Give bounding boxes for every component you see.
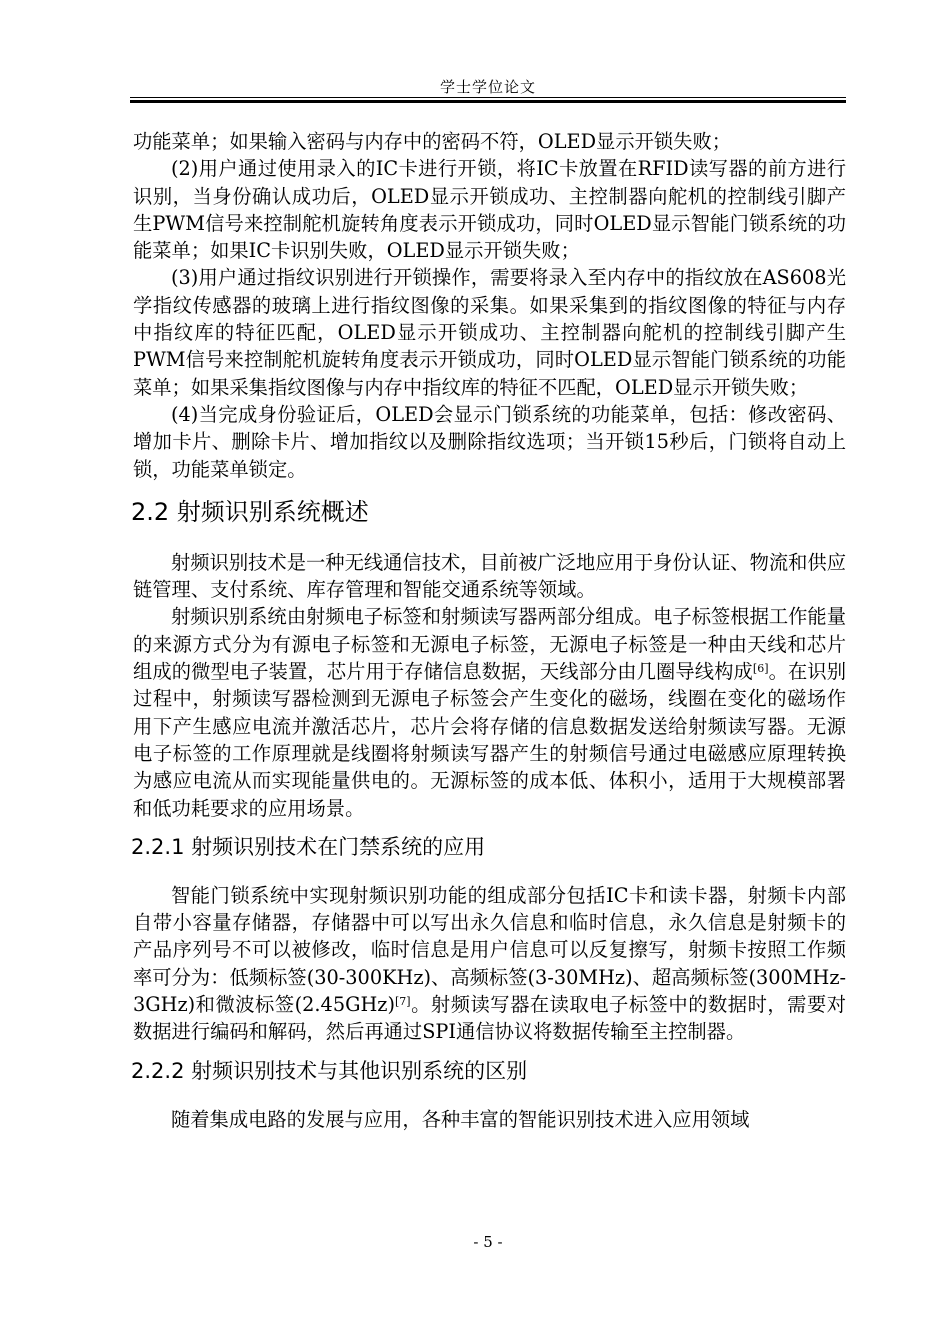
section-heading-2-2-1: 2.2.1 射频识别技术在门禁系统的应用 — [131, 834, 486, 859]
paragraph-rfid-intro: 射频识别技术是一种无线通信技术，目前被广泛地应用于身份认证、物流和供应链管理、支付系统、库存管理和智能交通系统等领域。 — [133, 550, 846, 602]
paragraph-access-control — [133, 882, 846, 1046]
paragraph-fingerprint-unlock: (3)用户通过指纹识别进行开锁操作，需要将录入至内存中的指纹放在AS608光学指纹传感器的玻璃上进行指纹图像的采集。如果采集到的指纹图像的特征与内存中指纹库的特征匹配，OLED显示开锁成功、主控制器向舵机的控制线引脚产生PWM信号来控制舵机旋转角度表示开锁成功，同时OLED显示智能门锁系统的功能菜单；如果采集指纹图像与内存中指纹库的特征不匹配，OLED显示开锁失败； — [133, 266, 846, 399]
running-header: 学士学位论文 — [439, 78, 536, 96]
citation-7: [7] — [395, 995, 411, 1009]
paragraph-rfid-components — [133, 603, 846, 821]
section-heading-2-2: 2.2 射频识别系统概述 — [131, 497, 369, 526]
citation-6: [6] — [752, 662, 769, 676]
paragraph-continued: 功能菜单；如果输入密码与内存中的密码不符，OLED显示开锁失败； — [133, 130, 732, 153]
section-heading-2-2-2: 2.2.2 射频识别技术与其他识别系统的区别 — [131, 1058, 528, 1083]
paragraph-rfid-components-text-a: 射频识别系统由射频电子标签和射频读写器两部分组成。电子标签根据工作能量的来源方式分为有源电子标签和无源电子标签，无源电子标签是一种由天线和芯片组成的微型电子装置，芯片用于存储信息数据，天线部分由几圈导线构成 — [133, 605, 846, 684]
page-body — [133, 128, 846, 1133]
paragraph-rfid-components-text-b: 。在识别过程中，射频读写器检测到无源电子标签会产生变化的磁场，线圈在变化的磁场作用下产生感应电流并激活芯片，芯片会将存储的信息数据发送给射频读写器。无源电子标签的工作原理就是线圈将射频读写器产生的射频信号通过电磁感应原理转换为感应电流从而实现能量供电的。无源标签的成本低、体积小，适用于大规模部署和低功耗要求的应用场景。 — [133, 660, 847, 820]
header-rule-thick — [130, 100, 846, 103]
paragraph-identification-comparison: 随着集成电路的发展与应用，各种丰富的智能识别技术进入应用领域 — [171, 1107, 750, 1131]
paragraph-access-control-text-a: 智能门锁系统中实现射频识别功能的组成部分包括IC卡和读卡器，射频卡内部自带小容量存储器，存储器中可以写出永久信息和临时信息，永久信息是射频卡的产品序列号不可以被修改，临时信息是用户信息可以反复擦写，射频卡按照工作频率可分为：低频标签(30-300KHz)、高频标签(3-30MHz)、超高频标签(300MHz-3GHz)和微波标签(2.45GHz) — [133, 883, 846, 1017]
page-number: - 5 - — [473, 1233, 503, 1251]
paragraph-function-menu: (4)当完成身份验证后，OLED会显示门锁系统的功能菜单，包括：修改密码、增加卡片、删除卡片、增加指纹以及删除指纹选项；当开锁15秒后，门锁将自动上锁，功能菜单锁定。 — [133, 402, 846, 481]
paragraph-ic-card-unlock: (2)用户通过使用录入的IC卡进行开锁，将IC卡放置在RFID读写器的前方进行识别，当身份确认成功后，OLED显示开锁成功、主控制器向舵机的控制线引脚产生PWM信号来控制舵机旋转角度表示开锁成功，同时OLED显示智能门锁系统的功能菜单；如果IC卡识别失败，OLED显示开锁失败； — [133, 157, 846, 263]
header-rule-thin — [130, 97, 846, 98]
paragraph-access-control-text-b: 。射频读写器在读取电子标签中的数据时，需要对数据进行编码和解码，然后再通过SPI通信协议将数据传输至主控制器。 — [133, 993, 847, 1044]
